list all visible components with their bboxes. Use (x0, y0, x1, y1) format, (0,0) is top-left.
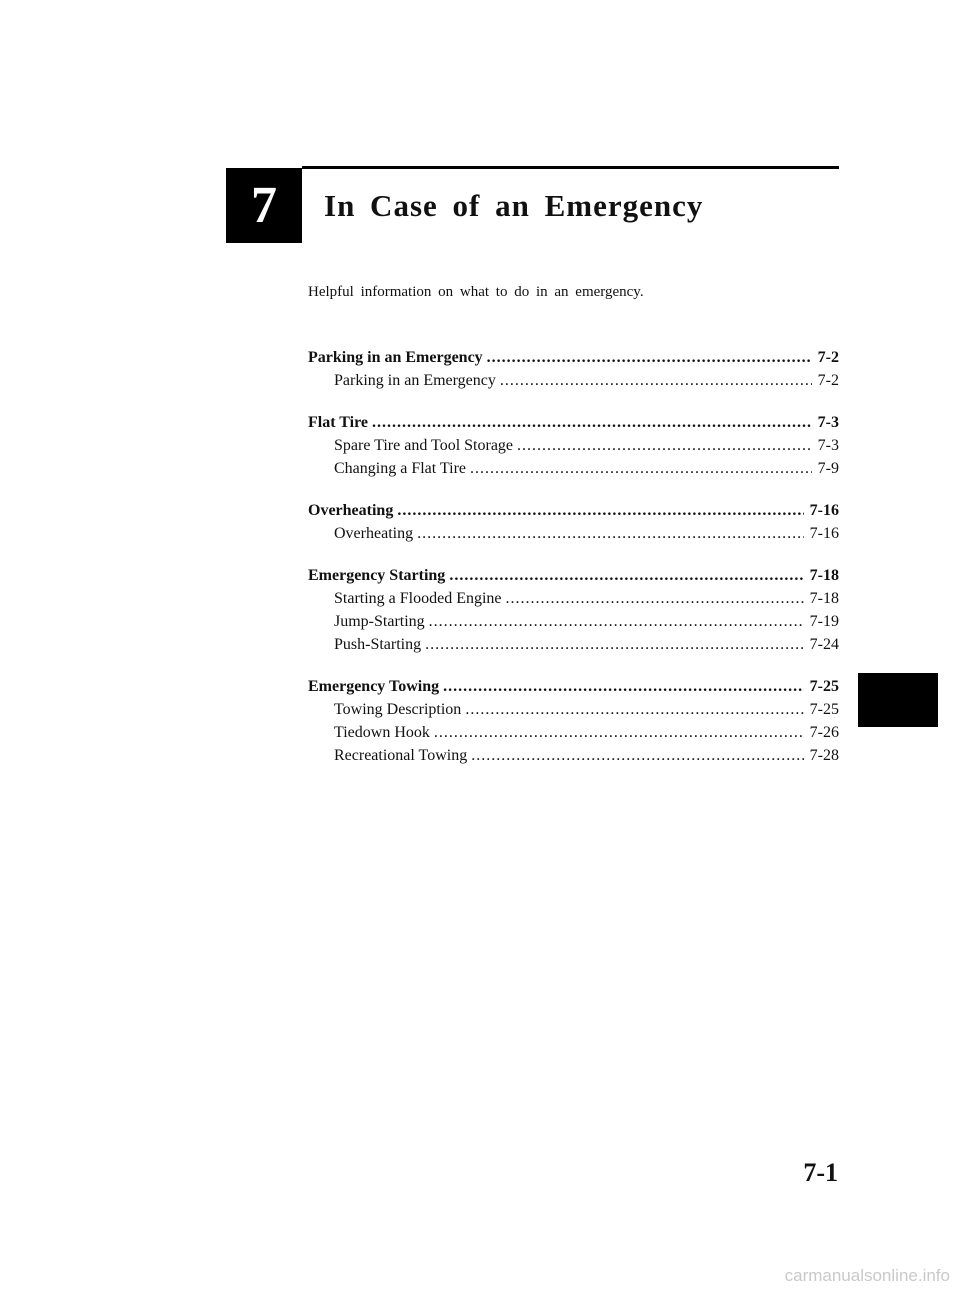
toc-section (308, 564, 839, 656)
toc-entry-page: 7-25 (809, 678, 839, 695)
toc-subentry[interactable] (308, 744, 839, 767)
toc-subentry[interactable] (308, 522, 839, 545)
toc-entry-title: Emergency Towing (308, 678, 440, 695)
toc-leader-dots (434, 721, 804, 744)
toc-subentry-title: Recreational Towing (334, 747, 468, 764)
toc-subentry-title: Push-Starting (334, 636, 422, 653)
toc-leader-dots (465, 698, 803, 721)
toc-section (308, 675, 839, 767)
toc-subentry-title: Overheating (334, 525, 414, 542)
chapter-number: 7 (251, 176, 277, 234)
toc-leader-dots (517, 434, 812, 457)
toc-entry-page: 7-2 (817, 349, 839, 366)
toc-subentry[interactable] (308, 610, 839, 633)
toc-section (308, 346, 839, 392)
chapter-number-block (226, 168, 302, 243)
toc-subentry-title: Jump-Starting (334, 613, 425, 630)
toc-entry-title: Flat Tire (308, 414, 368, 431)
toc-subentry[interactable] (308, 633, 839, 656)
toc-subentry-title: Towing Description (334, 701, 462, 718)
toc-entry-title: Emergency Starting (308, 567, 446, 584)
toc-leader-dots (372, 411, 812, 434)
chapter-intro: Helpful information on what to do in an emergency. (308, 284, 644, 300)
chapter-title: In Case of an Emergency (324, 188, 704, 223)
toc-subentry[interactable] (308, 587, 839, 610)
toc-subentry-page: 7-28 (809, 747, 839, 764)
toc-subentry-title: Parking in an Emergency (334, 372, 496, 389)
toc-section (308, 411, 839, 480)
toc-leader-dots (397, 499, 803, 522)
toc-subentry-page: 7-24 (809, 636, 839, 653)
toc-subentry-page: 7-18 (809, 590, 839, 607)
toc-subentry[interactable] (308, 721, 839, 744)
toc-leader-dots (470, 457, 812, 480)
toc-subentry-page: 7-25 (809, 701, 839, 718)
toc-subentry-page: 7-9 (817, 460, 839, 477)
toc-entry-flat-tire[interactable] (308, 411, 839, 434)
header-rule (302, 166, 839, 169)
toc-leader-dots (417, 522, 804, 545)
toc-subentry-page: 7-3 (817, 437, 839, 454)
toc-subentry[interactable] (308, 457, 839, 480)
toc-subentry-page: 7-19 (809, 613, 839, 630)
toc-entry-emergency-starting[interactable] (308, 564, 839, 587)
toc-entry-page: 7-3 (817, 414, 839, 431)
toc-subentry-page: 7-16 (809, 525, 839, 542)
toc-entry-emergency-towing[interactable] (308, 675, 839, 698)
toc-leader-dots (429, 610, 804, 633)
toc-entry-page: 7-18 (809, 567, 839, 584)
toc-subentry-title: Tiedown Hook (334, 724, 430, 741)
toc-subentry-title: Starting a Flooded Engine (334, 590, 502, 607)
toc-leader-dots (425, 633, 804, 656)
toc-subentry-page: 7-26 (809, 724, 839, 741)
toc-leader-dots (471, 744, 803, 767)
toc-leader-dots (500, 369, 812, 392)
toc-subentry-title: Changing a Flat Tire (334, 460, 467, 477)
page-number: 7-1 (803, 1158, 838, 1187)
chapter-thumb-tab (858, 673, 938, 727)
toc-leader-dots (506, 587, 804, 610)
toc-entry-parking-in-an-emergency[interactable] (308, 346, 839, 369)
toc-leader-dots (443, 675, 804, 698)
toc-leader-dots (487, 346, 812, 369)
toc-entry-overheating[interactable] (308, 499, 839, 522)
toc-subentry[interactable] (308, 698, 839, 721)
toc-entry-title: Overheating (308, 502, 394, 519)
toc-entry-title: Parking in an Emergency (308, 349, 483, 366)
toc-section (308, 499, 839, 545)
toc-leader-dots (449, 564, 803, 587)
table-of-contents (308, 346, 839, 786)
toc-entry-page: 7-16 (809, 502, 839, 519)
toc-subentry-title: Spare Tire and Tool Storage (334, 437, 514, 454)
toc-subentry[interactable] (308, 369, 839, 392)
toc-subentry[interactable] (308, 434, 839, 457)
site-watermark: carmanualsonline.info (784, 1266, 950, 1285)
toc-subentry-page: 7-2 (817, 372, 839, 389)
